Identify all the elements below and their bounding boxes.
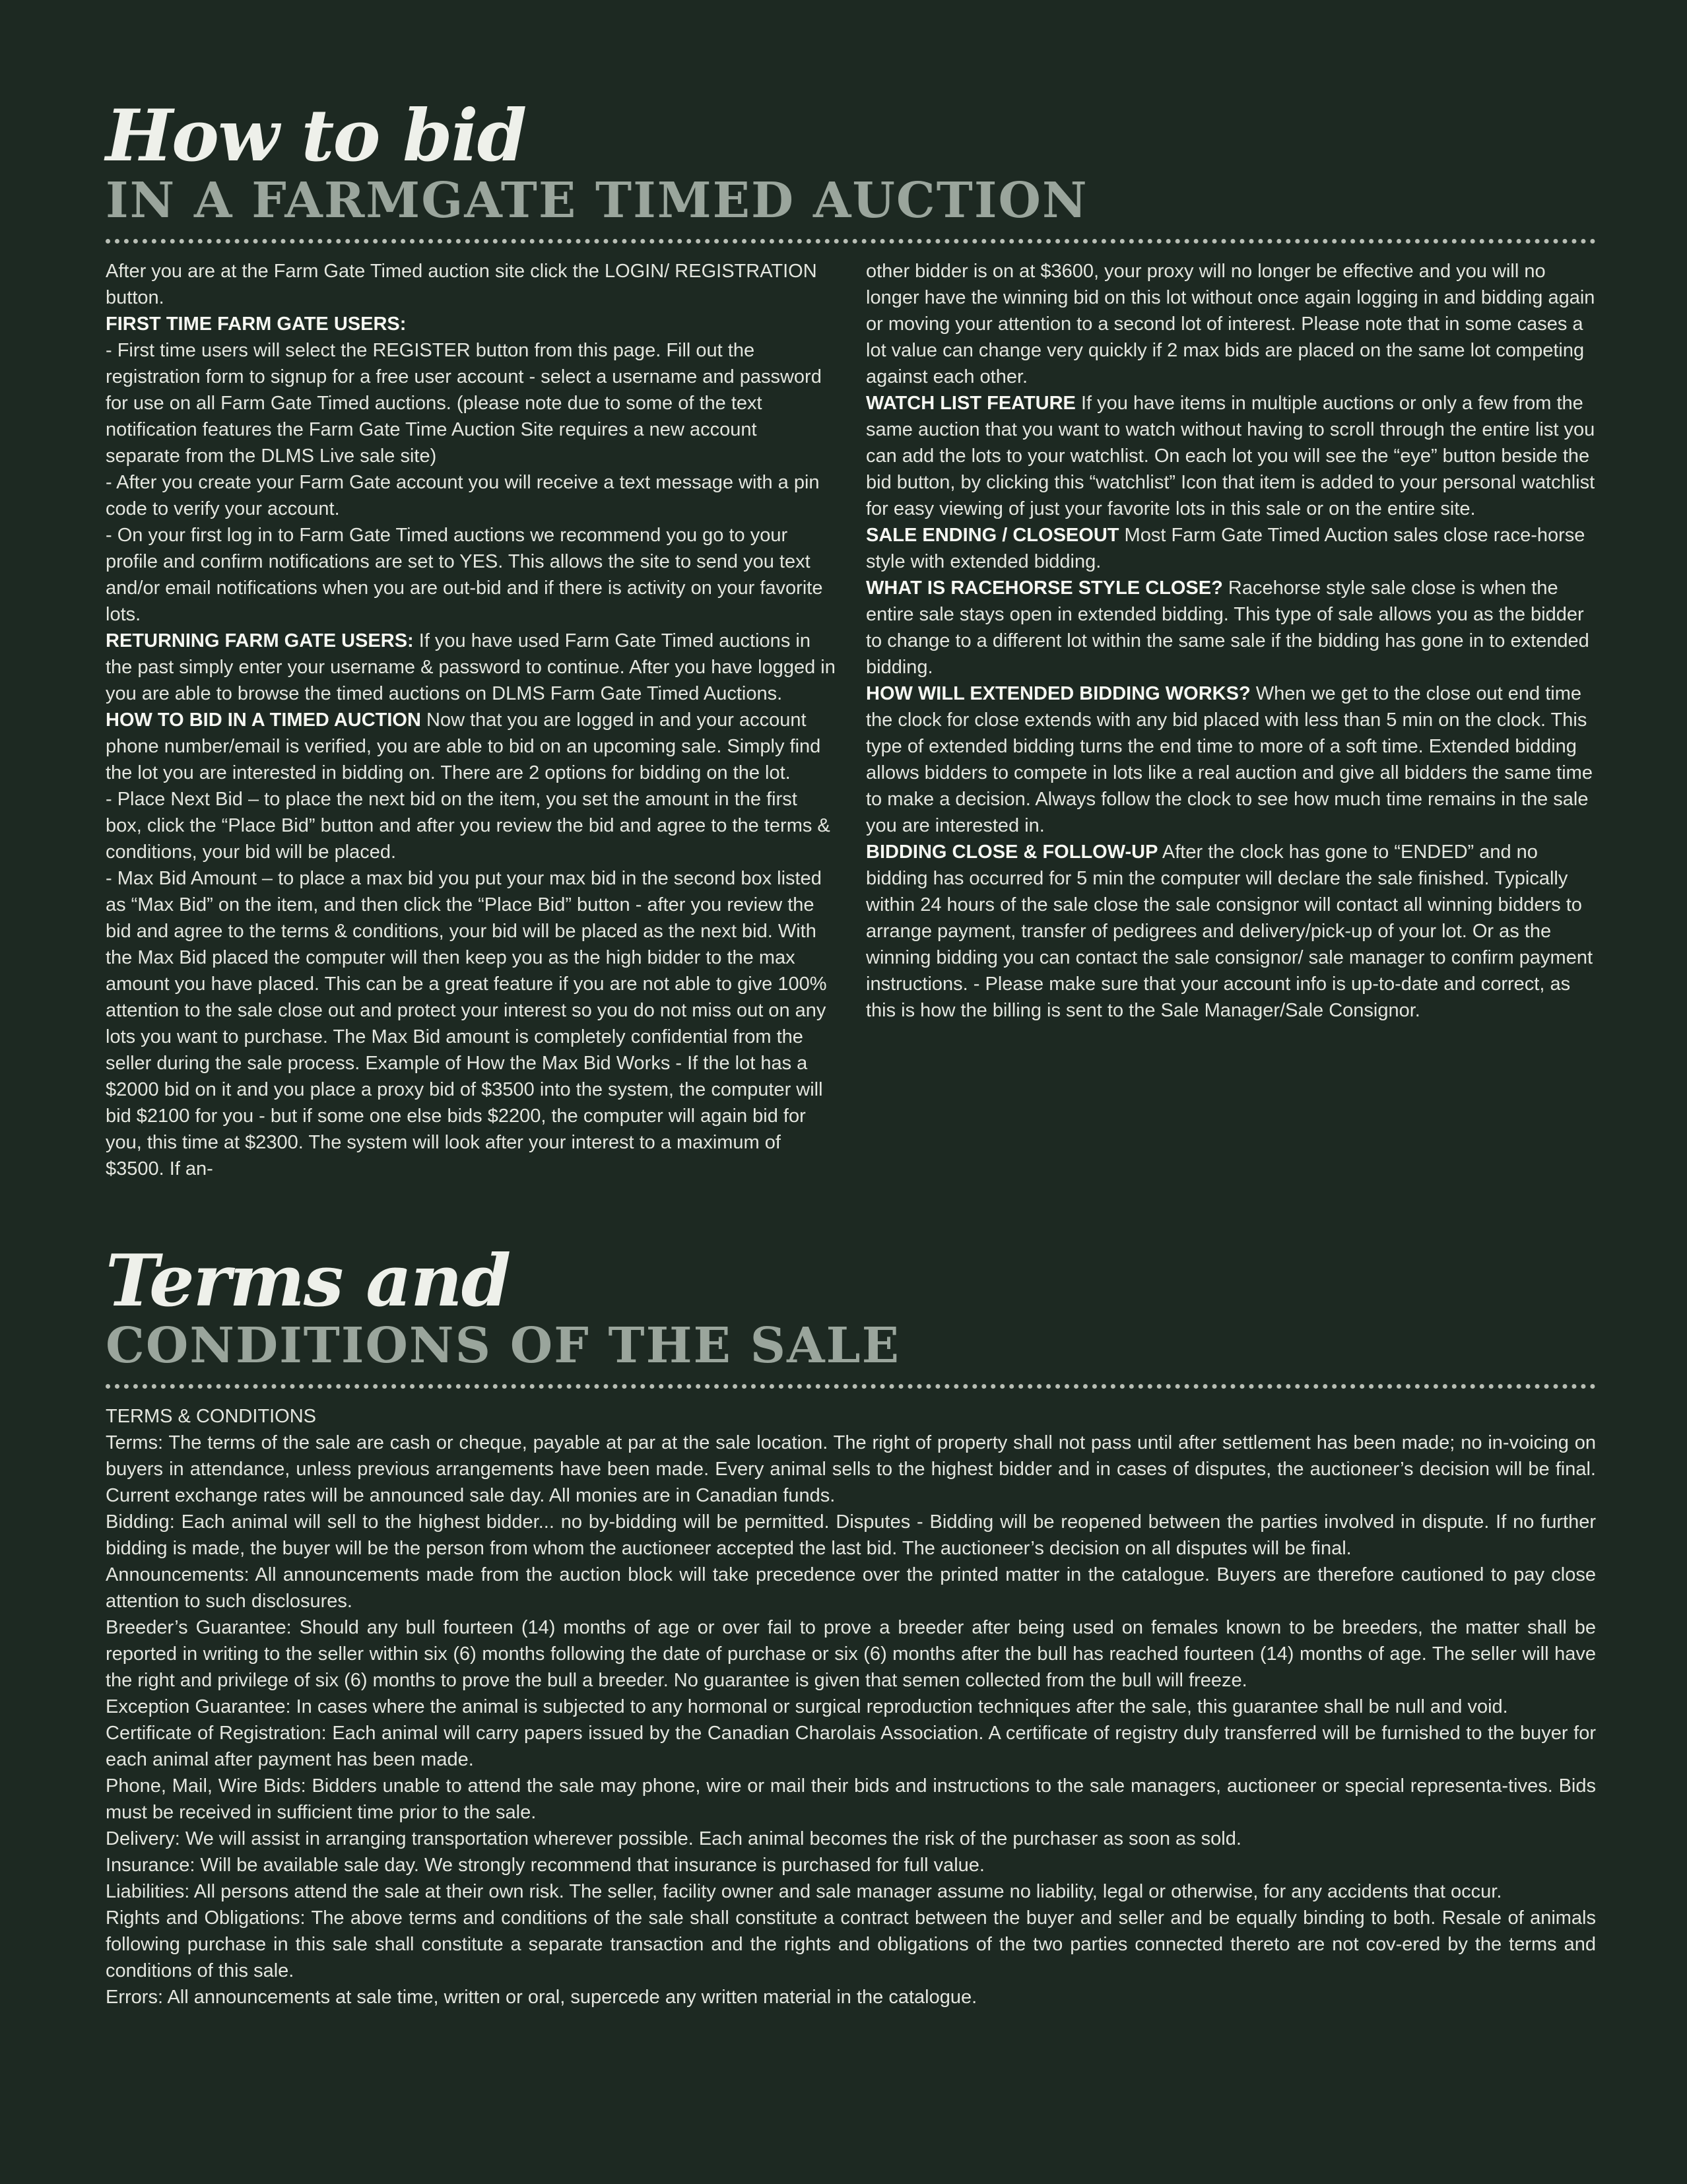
paragraph <box>106 786 836 865</box>
section-divider <box>106 239 1596 244</box>
terms-paragraph: Breeder’s Guarantee: Should any bull fourteen (14) months of age or over fail to prove a breeder after being used on females known to be breeders, the matter shall be reported in writing to the seller within six (6) months following the date of purchase or six (6) months after the bull has reached fourteen (14) months of age. The seller will have the right and privilege of six (6) months to prove the bull a breeder. No guarantee is given that semen collected from the bull will freeze. <box>106 1617 1596 1691</box>
paragraph-heading: FIRST TIME FARM GATE USERS: <box>106 314 407 335</box>
paragraph <box>106 258 836 311</box>
paragraph-text: other bidder is on at $3600, your proxy will no longer be effective and you will no longer have the winning bid on this lot without once again logging in and bidding again or moving your attention to a second lot of interest. Please note that in some cases a lot value can change very quickly if 2 max bids are placed on the same lot competing against each other. <box>866 261 1595 387</box>
paragraph <box>866 680 1596 839</box>
terms-paragraph: Errors: All announcements at sale time, written or oral, supercede any written material in the catalogue. <box>106 1987 977 2008</box>
paragraph-heading: BIDDING CLOSE & FOLLOW-UP <box>866 842 1158 863</box>
how-to-bid-script-heading: How to bid <box>106 94 526 178</box>
paragraph-heading: HOW TO BID IN A TIMED AUCTION <box>106 710 421 731</box>
paragraph <box>866 258 1596 390</box>
terms-paragraph: Rights and Obligations: The above terms and conditions of the sale shall constitute a contract between the buyer and seller and be equally binding to both. Resale of animals following purchase in this sale shall constitute a separate transaction and the rights and obligations of the two parties connected thereto are not cov-ered by the terms and conditions of this sale. <box>106 1907 1596 1981</box>
paragraph <box>106 469 836 522</box>
how-to-bid-section <box>106 94 1596 1182</box>
paragraph-text: After the clock has gone to “ENDED” and no bidding has occurred for 5 min the computer will declare the sale finished. Typically within 24 hours of the sale close the sale consignor will contact all winning bidders to arrange payment, transfer of pedigrees and delivery/pick-up of your lot. Or as the winning bidding you can contact the sale consignor/ sale manager to confirm payment instructions. - Please make sure that your account info is up-to-date and correct, as this is how the billing is sent to the Sale Manager/Sale Consignor. <box>866 842 1593 1021</box>
paragraph <box>106 865 836 1182</box>
two-column-body <box>106 258 1596 1182</box>
section-divider <box>106 1384 1596 1389</box>
paragraph-text: If you have items in multiple auctions or only a few from the same auction that you want to watch without having to scroll through the entire list you can add the lots to your watchlist. On each lot you will see the “eye” button beside the bid button, by clicking this “watchlist” Icon that item is added to your personal watchlist for easy viewing of just your favorite lots in this sale or on the entire site. <box>866 393 1595 519</box>
terms-section <box>106 1240 1596 2010</box>
paragraph-text: When we get to the close out end time the clock for close extends with any bid placed with less than 5 min on the clock. This type of extended bidding turns the end time to more of a soft time. Extended bidding allows bidders to compete in lots like a real auction and give all bidders the same time to make a decision. Always follow the clock to see how much time remains in the sale you are interested in. <box>866 683 1593 836</box>
terms-paragraph: Announcements: All announcements made from the auction block will take precedence over the printed matter in the catalogue. Buyers are therefore cautioned to pay close attention to such disclosures. <box>106 1564 1596 1612</box>
paragraph <box>866 390 1596 522</box>
terms-paragraph: Liabilities: All persons attend the sale at their own risk. The seller, facility owner and sale manager assume no liability, legal or otherwise, for any accidents that occur. <box>106 1881 1502 1902</box>
paragraph-heading: WATCH LIST FEATURE <box>866 393 1076 414</box>
paragraph-heading: WHAT IS RACEHORSE STYLE CLOSE? <box>866 578 1223 599</box>
paragraph-text: If you have used Farm Gate Timed auctions in the past simply enter your username & password to continue. After you have logged in you are able to browse the timed auctions on DLMS Farm Gate Timed Auctions. <box>106 630 836 704</box>
paragraph-text: Racehorse style sale close is when the entire sale stays open in extended bidding. This type of sale allows you as the bidder to change to a different lot within the same sale if the bidding has gone in to extended bidding. <box>866 578 1589 678</box>
terms-paragraph: Insurance: Will be available sale day. We strongly recommend that insurance is purchased for full value. <box>106 1855 985 1876</box>
paragraph-heading: RETURNING FARM GATE USERS: <box>106 630 414 651</box>
paragraph <box>106 707 836 786</box>
paragraph <box>106 628 836 707</box>
terms-paragraph: Phone, Mail, Wire Bids: Bidders unable to attend the sale may phone, wire or mail their bids and instructions to the sale managers, auctioneer or special representa-tives. Bids must be received in sufficient time prior to the sale. <box>106 1775 1596 1823</box>
paragraph <box>866 522 1596 575</box>
paragraph <box>866 839 1596 1024</box>
paragraph-text: After you are at the Farm Gate Timed auction site click the LOGIN/ REGISTRATION button. <box>106 261 817 308</box>
terms-paragraph: Terms: The terms of the sale are cash or cheque, payable at par at the sale location. The right of property shall not pass until after settlement has been made; no in-voicing on buyers in attendance, unless previous arrangements have been made. Every animal sells to the highest bidder and in cases of disputes, the auctioneer’s decision will be final. Current exchange rates will be announced sale day. All monies are in Canadian funds. <box>106 1432 1596 1506</box>
terms-body <box>106 1403 1596 2010</box>
paragraph <box>866 575 1596 680</box>
terms-paragraph: Delivery: We will assist in arranging transportation wherever possible. Each animal becomes the risk of the purchaser as soon as sold. <box>106 1828 1241 1849</box>
terms-paragraph: Exception Guarantee: In cases where the animal is subjected to any hormonal or surgical reproduction techniques after the sale, this guarantee shall be null and void. <box>106 1696 1508 1717</box>
paragraph-text: Now that you are logged in and your account phone number/email is verified, you are able to bid on an upcoming sale. Simply find the lot you are interested in bidding on. There are 2 options for bidding on the lot. <box>106 710 821 783</box>
terms-caps-heading: CONDITIONS OF THE SALE <box>106 1317 900 1374</box>
paragraph-heading: SALE ENDING / CLOSEOUT <box>866 525 1119 546</box>
paragraph-text: - After you create your Farm Gate account you will receive a text message with a pin code to verify your account. <box>106 472 820 519</box>
left-column <box>106 258 836 1182</box>
paragraph-text: - Place Next Bid – to place the next bid on the item, you set the amount in the first box, click the “Place Bid” button and after you review the bid and agree to the terms & conditions, your bid will be placed. <box>106 789 830 863</box>
paragraph <box>106 522 836 628</box>
terms-paragraph: Bidding: Each animal will sell to the highest bidder... no by-bidding will be permitted. Disputes - Bidding will be reopened between the parties involved in dispute. If no further bidding is made, the buyer will be the person from whom the auctioneer accepted the last bid. The auctioneer’s decision on all disputes will be final. <box>106 1511 1596 1559</box>
paragraph-text: - On your first log in to Farm Gate Timed auctions we recommend you go to your profile and confirm notifications are set to YES. This allows the site to send you text and/or email notifications when you are out-bid and if there is activity on your favorite lots. <box>106 525 823 625</box>
how-to-bid-caps-heading: IN A FARMGATE TIMED AUCTION <box>106 172 1088 229</box>
paragraph-heading: HOW WILL EXTENDED BIDDING WORKS? <box>866 683 1251 704</box>
terms-script-heading: Terms and <box>106 1240 510 1323</box>
paragraph <box>106 311 836 337</box>
paragraph <box>106 337 836 469</box>
paragraph-text: - First time users will select the REGISTER button from this page. Fill out the registration form to signup for a free user account - select a username and password for use on all Farm Gate Timed auctions. (please note due to some of the text notification features the Farm Gate Time Auction Site requires a new account separate from the DLMS Live sale site) <box>106 340 822 467</box>
right-column <box>866 258 1596 1182</box>
terms-subheading: TERMS & CONDITIONS <box>106 1406 317 1427</box>
paragraph-text: Most Farm Gate Timed Auction sales close race-horse style with extended bidding. <box>866 525 1585 572</box>
paragraph-text: - Max Bid Amount – to place a max bid you put your max bid in the second box listed as “Max Bid” on the item, and then click the “Place Bid” button - after you review the bid and agree to the terms & conditions, your bid will be placed as the next bid. With the Max Bid placed the computer will then keep you as the high bidder to the max amount you have placed. This can be a great feature if you are not able to give 100% attention to the sale close out and protect your interest so you do not miss out on any lots you want to purchase. The Max Bid amount is completely confidential from the seller during the sale process. Example of How the Max Bid Works - If the lot has a $2000 bid on it and you place a proxy bid of $3500 into the system, the computer will bid $2100 for you - but if some one else bids $2200, the computer will again bid for you, this time at $2300. The system will look after your interest to a maximum of $3500. If an- <box>106 868 827 1179</box>
terms-paragraph: Certificate of Registration: Each animal will carry papers issued by the Canadian Charolais Association. A certificate of registry duly transferred will be furnished to the buyer for each animal after payment has been made. <box>106 1723 1596 1770</box>
